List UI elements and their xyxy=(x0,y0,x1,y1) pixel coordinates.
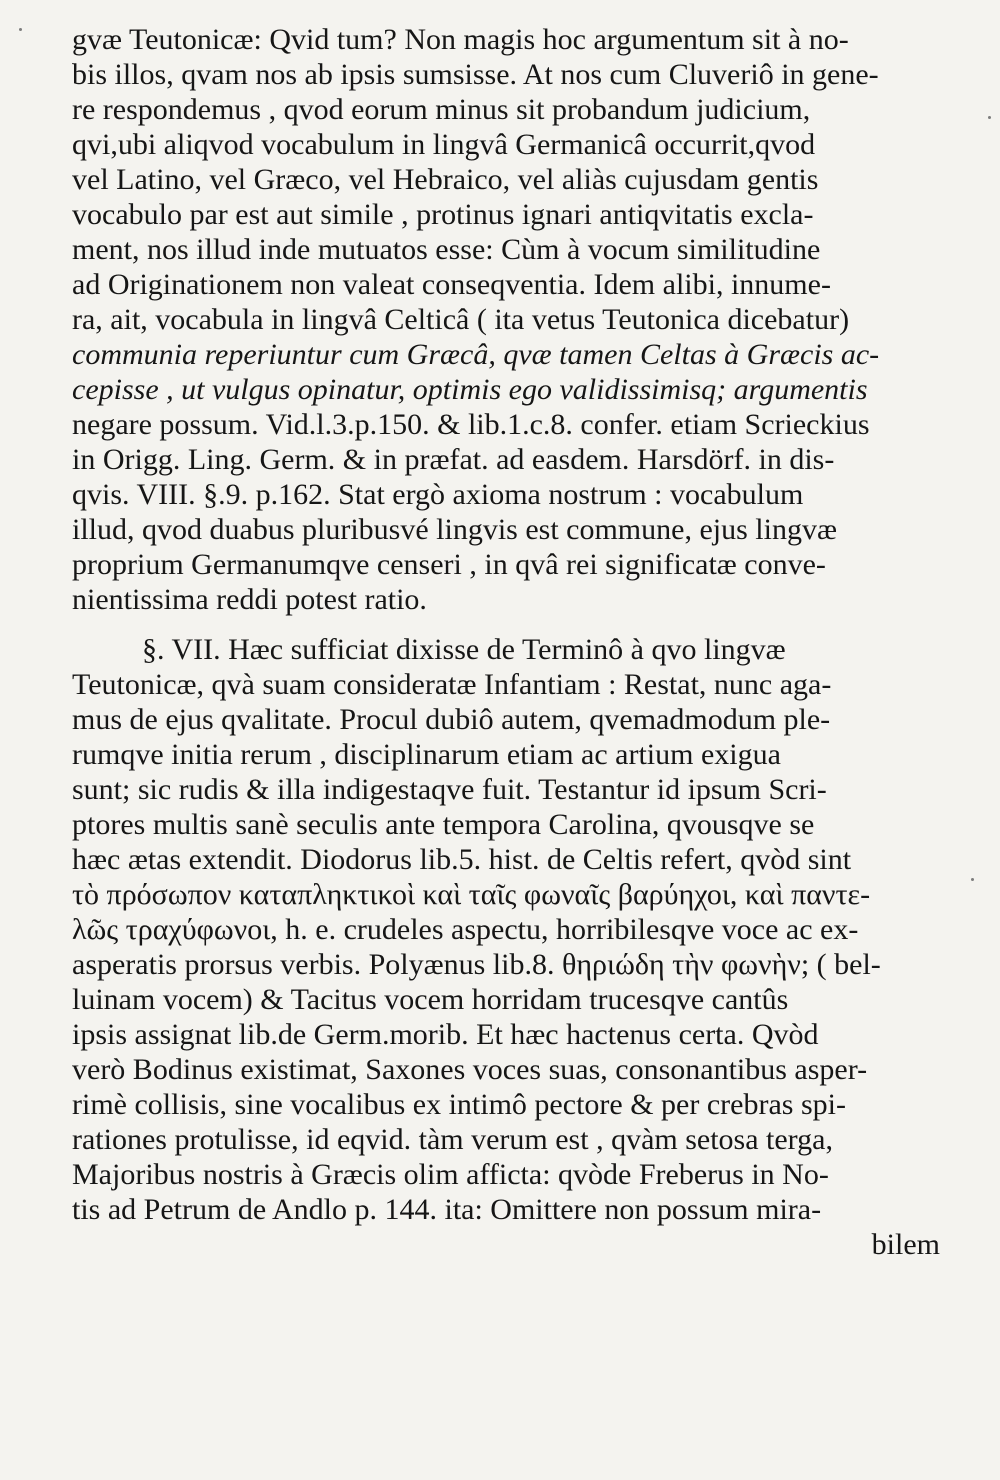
text-line: ptores multis sanè seculis ante tempora Carolina, qvousqve se xyxy=(72,808,815,841)
text-line: Majoribus nostris à Græcis olim afficta: qvòde Freberus in No- xyxy=(72,1158,829,1191)
text-line: ment, nos illud inde mutuatos esse: Cùm à vocum similitudine xyxy=(72,233,821,266)
text-line: proprium Germanumqve censeri , in qvâ rei significatæ conve- xyxy=(72,548,826,581)
text-line: qvis. VIII. §.9. p.162. Stat ergò axioma nostrum : vocabulum xyxy=(72,478,804,511)
text-line: illud, qvod duabus pluribusvé lingvis est commune, ejus lingvæ xyxy=(72,513,837,546)
greek-text-line: λῶς τραχύφωνοι, h. e. crudeles aspectu, horribilesqve voce ac ex- xyxy=(72,913,859,946)
text-line: luinam vocem) & Tacitus vocem horridam trucesqve cantûs xyxy=(72,983,789,1016)
text-line: gvæ Teutonicæ: Qvid tum? Non magis hoc argumentum sit à no- xyxy=(72,23,849,56)
section-heading-line: §. VII. Hæc sufficiat dixisse de Terminô à qvo lingvæ xyxy=(142,633,786,666)
text-line: rimè collisis, sine vocalibus ex intimô pectore & per crebras spi- xyxy=(72,1088,846,1121)
page-speck xyxy=(988,116,991,119)
page-speck xyxy=(19,28,22,31)
catchword: bilem xyxy=(871,1228,940,1261)
text-line: bis illos, qvam nos ab ipsis sumsisse. At nos cum Cluveriô in gene- xyxy=(72,58,879,91)
text-line: in Origg. Ling. Germ. & in præfat. ad easdem. Harsdörf. in dis- xyxy=(72,443,835,476)
text-line: mus de ejus qvalitate. Procul dubiô autem, qvemadmodum ple- xyxy=(72,703,831,736)
text-line: cepisse , ut vulgus opinatur, optimis ego validissimisq; argumentis xyxy=(72,373,868,406)
text-line: ad Originationem non valeat conseqventia. Idem alibi, innume- xyxy=(72,268,831,301)
text-line: ra, ait, vocabula in lingvâ Celticâ ( ita vetus Teutonica dicebatur) xyxy=(72,303,850,336)
text-line: rationes protulisse, id eqvid. tàm verum est , qvàm setosa terga, xyxy=(72,1123,833,1156)
text-line: tis ad Petrum de Andlo p. 144. ita: Omittere non possum mira- xyxy=(72,1193,822,1226)
text-line: communia reperiuntur cum Græcâ, qvæ tamen Celtas à Græcis ac- xyxy=(72,338,880,371)
text-line: asperatis prorsus verbis. Polyænus lib.8. θηριώδη τὴν φωνὴν; ( bel- xyxy=(72,948,881,981)
page-speck xyxy=(971,878,974,881)
text-line: sunt; sic rudis & illa indigestaqve fuit. Testantur id ipsum Scri- xyxy=(72,773,827,806)
text-line: vocabulo par est aut simile , protinus ignari antiqvitatis excla- xyxy=(72,198,814,231)
text-line: negare possum. Vid.l.3.p.150. & lib.1.c.8. confer. etiam Scrieckius xyxy=(72,408,870,441)
greek-text-line: τὸ πρόσωπον καταπληκτικοὶ καὶ ταῖς φωναῖς βαρύηχοι, καὶ παντε- xyxy=(72,878,871,911)
text-line: vel Latino, vel Græco, vel Hebraico, vel aliàs cujusdam gentis xyxy=(72,163,819,196)
text-line: qvi,ubi aliqvod vocabulum in lingvâ Germanicâ occurrit,qvod xyxy=(72,128,816,161)
text-line: ipsis assignat lib.de Germ.morib. Et hæc hactenus certa. Qvòd xyxy=(72,1018,819,1051)
text-line: hæc ætas extendit. Diodorus lib.5. hist. de Celtis refert, qvòd sint xyxy=(72,843,852,876)
text-line: Teutonicæ, qvà suam consideratæ Infantiam : Restat, nunc aga- xyxy=(72,668,832,701)
text-line: nientissima reddi potest ratio. xyxy=(72,583,427,616)
text-line: re respondemus , qvod eorum minus sit probandum judicium, xyxy=(72,93,811,126)
text-line: rumqve initia rerum , disciplinarum etiam ac artium exigua xyxy=(72,738,781,771)
text-line: verò Bodinus existimat, Saxones voces suas, consonantibus asper- xyxy=(72,1053,868,1086)
